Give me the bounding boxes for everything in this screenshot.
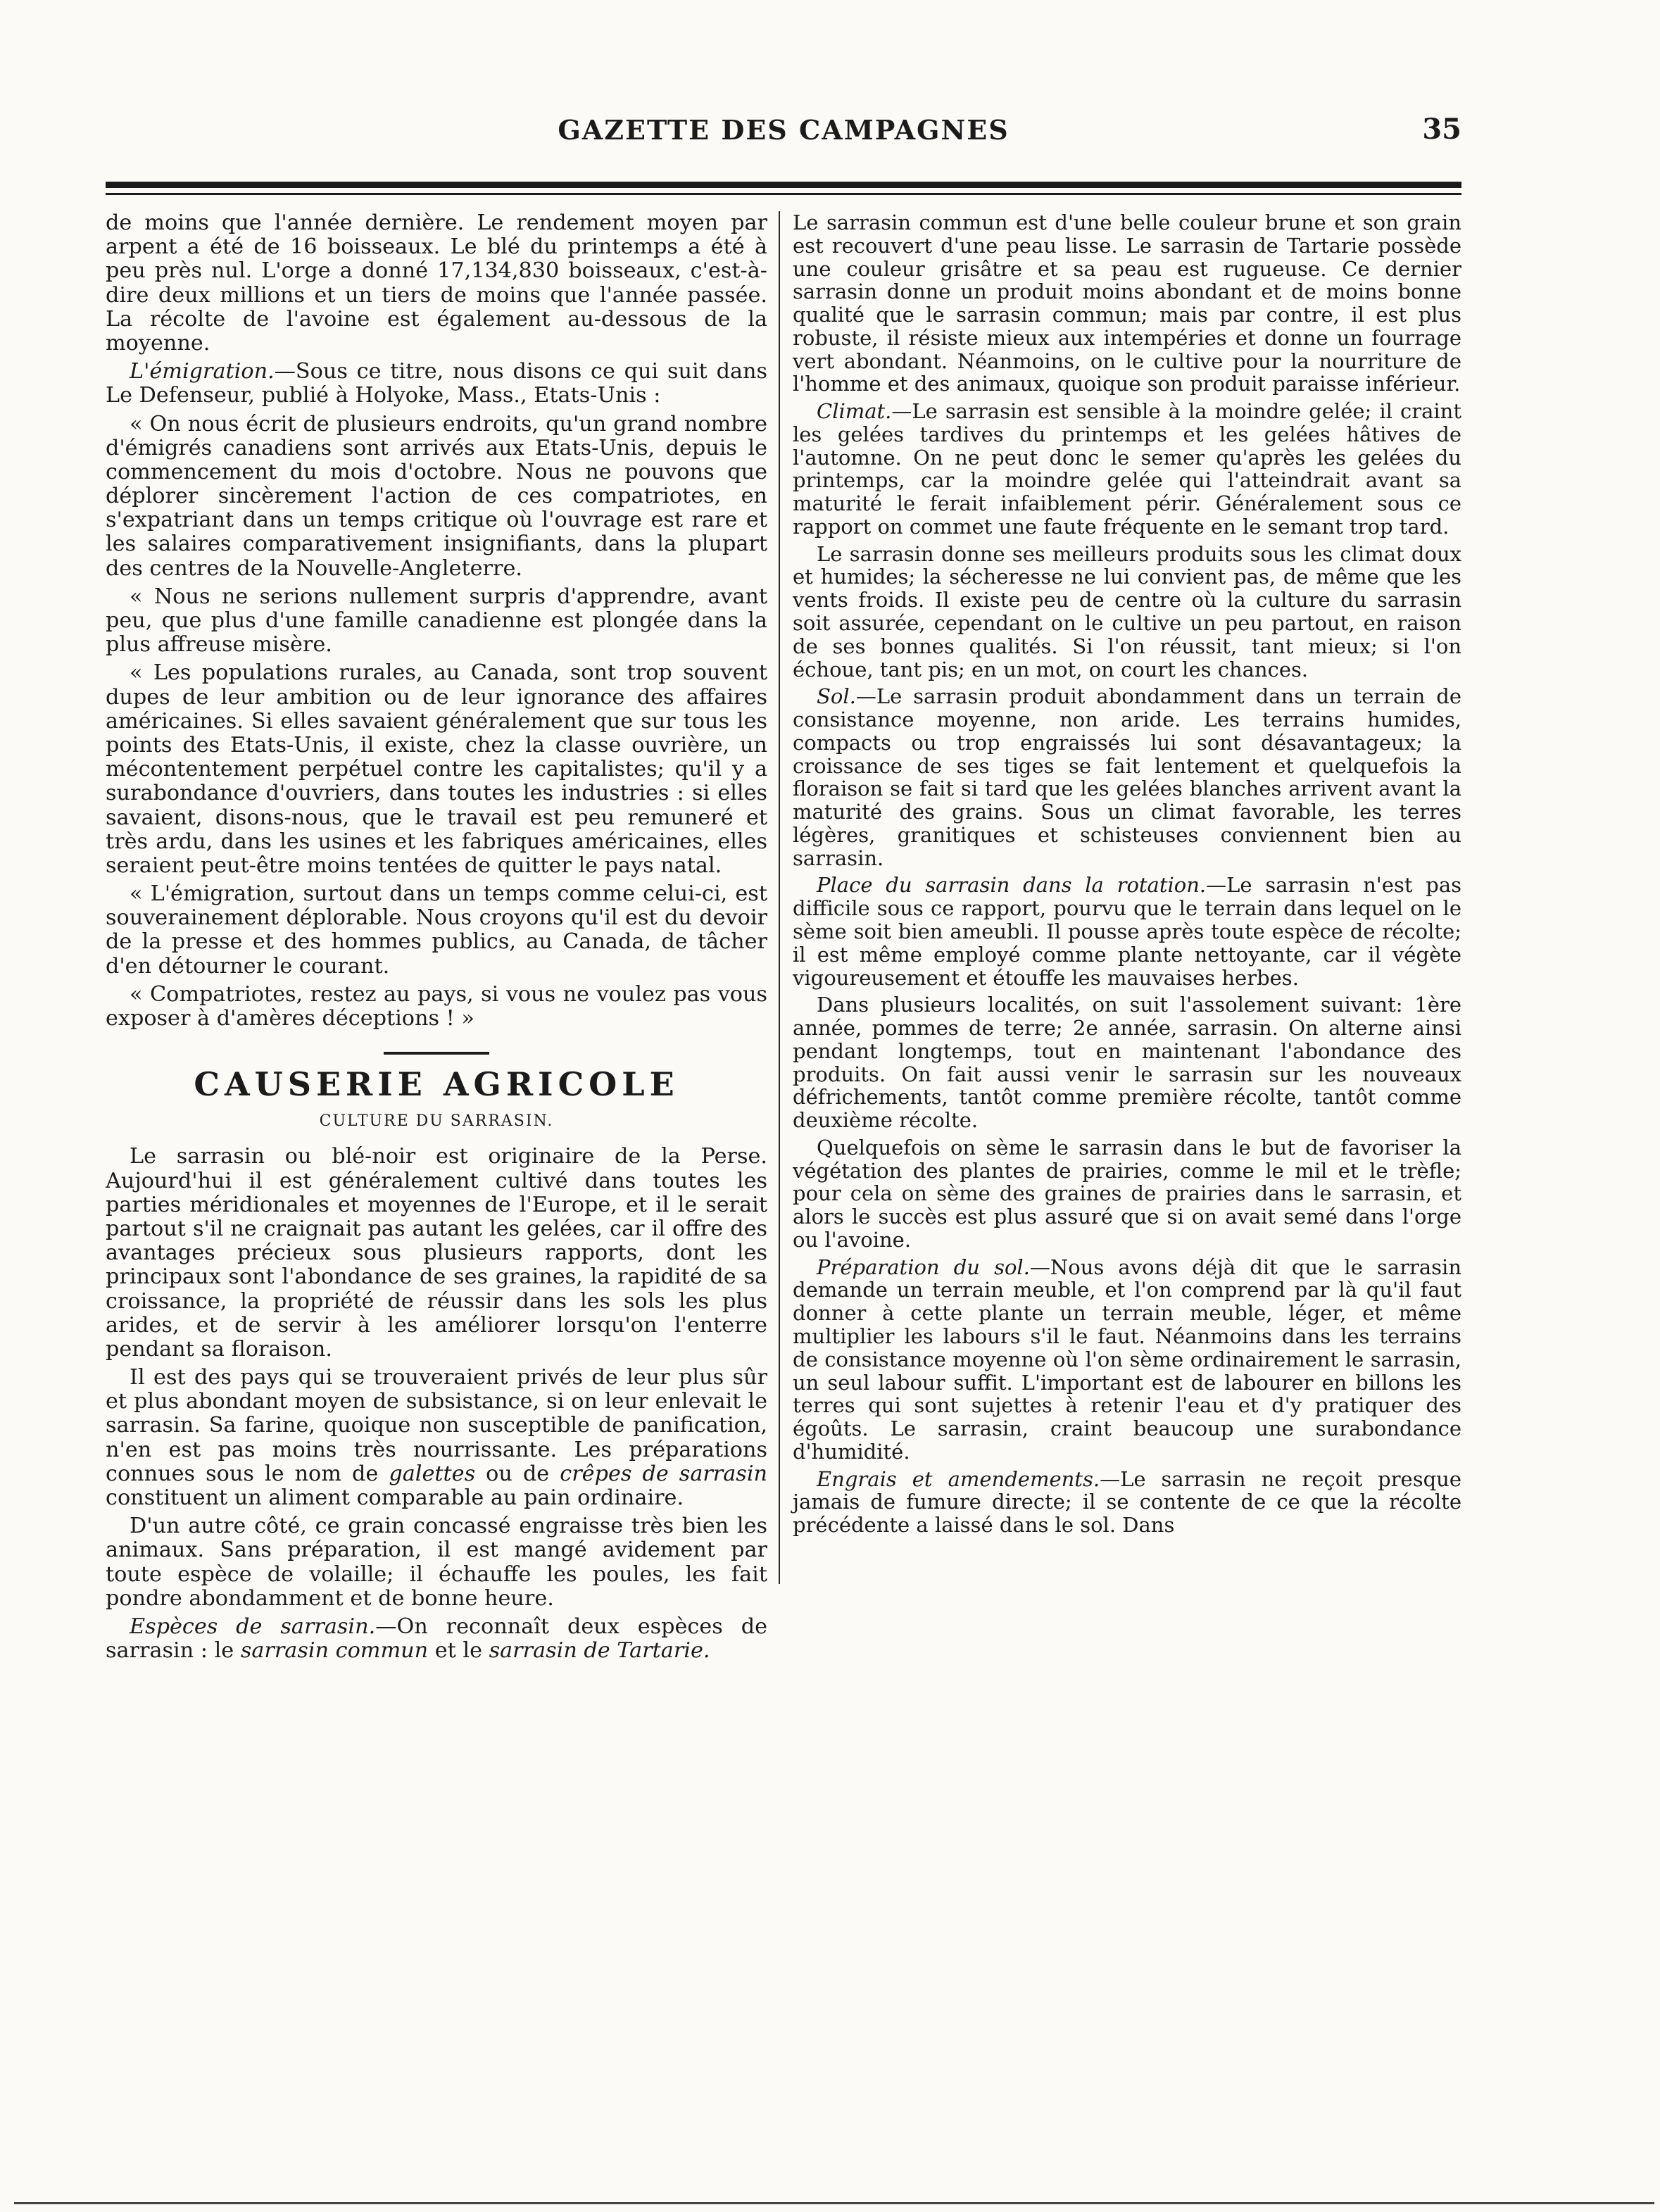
paragraph: « On nous écrit de plusieurs endroits, qu'un grand nombre d'émigrés canadiens sont arrivés aux Etats-Unis, depuis le commencement du mois d'octobre. Nous ne pouvons que déplorer sincèrement l'action de ces compatriotes, en s'expatriant dans un temps critique où l'ouvrage est rare et les salaires comparativement insignifiants, dans la plupart des centres de la Nouvelle-Angleterre. bbox=[106, 411, 767, 581]
paragraph bbox=[106, 1366, 767, 1510]
run-in-heading: Climat. bbox=[817, 399, 892, 424]
paragraph: « Les populations rurales, au Canada, sont trop souvent dupes de leur ambition ou de leur ignorance des affaires américaines. Si elles savaient généralement que sur tous les points des Etats-Unis, il existe, chez la classe ouvrière, un mécontentement perpétuel contre les capitalistes; qu'il y a surabondance d'ouvriers, dans toutes les industries : si elles savaient, disons-nous, que le travail est peu remuneré et très ardu, dans les usines et les fabriques américaines, elles seraient peut-être moins tentées de quitter le pays natal. bbox=[106, 660, 767, 878]
page-header bbox=[106, 111, 1461, 153]
paragraph-text: Il est des pays qui se trouveraient privés de leur plus sûr et plus abondant moyen de subsistance, si on leur enlevait le sarrasin. Sa farine, quoique non susceptible de panification, n'en est pas moins très nourrissante. Les préparations connues sous le nom de bbox=[106, 1365, 767, 1486]
paragraph bbox=[793, 400, 1461, 539]
paragraph: « Compatriotes, restez au pays, si vous ne voulez pas vous exposer à d'amères déceptions ! » bbox=[106, 981, 767, 1031]
paragraph-text: —Le sarrasin est sensible à la moindre gelée; il craint les gelées tardives du printemps et les gelées hâtives de l'automne. On ne peut donc le semer qu'après les gelées du printemps, car la moindre gelée qui l'atteindrait avant sa maturité le ferait infaiblement périr. Généralement sous ce rapport on commet une faute fréquente en le semant trop tard. bbox=[793, 399, 1461, 539]
paragraph: Le sarrasin commun est d'une belle couleur brune et son grain est recouvert d'une peau lisse. Le sarrasin de Tartarie possède une couleur grisâtre et sa peau est rugueuse. Ce dernier sarrasin donne un produit moins abondant et de moins bonne qualité que le sarrasin commun; mais par contre, il est plus robuste, il résiste mieux aux intempéries et donne un fourrage vert abondant. Néanmoins, on le cultive pour la nourriture de l'homme et des animaux, quoique son produit paraisse inférieur. bbox=[793, 210, 1461, 396]
italic-term: galettes bbox=[389, 1461, 476, 1486]
paragraph-text: —Le sarrasin n'est pas difficile sous ce rapport, pourvu que le terrain dans lequel on le sème soit bien ameubli. Il pousse après toute espèce de récolte; il est même employé comme plante nettoyante, car il végète vigoureusement et étouffe les mauvaises herbes. bbox=[793, 873, 1461, 990]
paragraph-text: —Le sarrasin produit abondamment dans un terrain de consistance moyenne, non aride. Les terrains humides, compacts ou trop engraissés lui sont désavantageux; la croissance de ses tiges se fait lentement et quelquefois la floraison se fait si tard que les gelées blanches arrivent avant la maturité des grains. Sous un climat favorable, les terres légères, granitiques et schisteuses conviennent bien au sarrasin. bbox=[793, 684, 1461, 870]
paragraph: « Nous ne serions nullement surpris d'apprendre, avant peu, que plus d'une famille canadienne est plongée dans la plus affreuse misère. bbox=[106, 584, 767, 658]
section-title: CAUSERIE AGRICOLE bbox=[194, 1065, 679, 1104]
paragraph-text: constituent un aliment comparable au pain ordinaire. bbox=[106, 1485, 684, 1510]
paragraph bbox=[793, 1256, 1461, 1464]
paragraph: « L'émigration, surtout dans un temps comme celui-ci, est souverainement déplorable. Nous croyons qu'il est du devoir de la presse et des hommes publics, au Canada, de tâcher d'en détourner le courant. bbox=[106, 881, 767, 979]
paragraph: Dans plusieurs localités, on suit l'assolement suivant: 1ère année, pommes de terre; 2e année, sarrasin. On alterne ainsi pendant longtemps, tout en maintenant l'abondance des produits. On fait aussi venir le sarrasin sur les nouveaux défrichements, tantôt comme première récolte, tantôt comme deuxième récolte. bbox=[793, 993, 1461, 1133]
paragraph-text: ou de bbox=[475, 1461, 560, 1486]
paragraph: Le sarrasin ou blé-noir est originaire de la Perse. Aujourd'hui il est généralement cultivé dans toutes les parties méridionales et moyennes de l'Europe, et il le serait partout s'il ne craignait pas autant les gelées, car il offre des avantages précieux sous plusieurs rapports, dont les principaux sont l'abondance de ses graines, la rapidité de sa croissance, la propriété de réussir dans les sols les plus arides, et de servir à les améliorer lorsqu'on l'enterre pendant sa floraison. bbox=[106, 1144, 767, 1362]
paragraph: Quelquefois on sème le sarrasin dans le but de favoriser la végétation des plantes de prairies, comme le mil et le trèfle; pour cela on sème des graines de prairies dans le sarrasin, et alors le succès est plus assuré que si on avait semé dans l'orge ou l'avoine. bbox=[793, 1135, 1461, 1252]
run-in-heading: L'émigration. bbox=[130, 359, 275, 384]
paragraph bbox=[793, 685, 1461, 869]
italic-term: crêpes de sarrasin bbox=[560, 1461, 767, 1486]
paragraph-text: —On reconnaît deux espèces de sarrasin : le bbox=[106, 1614, 767, 1664]
italic-term: sarrasin commun bbox=[240, 1638, 429, 1664]
paragraph bbox=[793, 1468, 1461, 1537]
paragraph: de moins que l'année dernière. Le rendement moyen par arpent a été de 16 boisseaux. Le blé du printemps a été à peu près nul. L'orge a donné 17,134,830 boisseaux, c'est-à-dire deux millions et un tiers de moins que l'année passée. La récolte de l'avoine est également au-dessous de la moyenne. bbox=[106, 210, 767, 356]
paragraph bbox=[106, 360, 767, 408]
paragraph: Le sarrasin donne ses meilleurs produits sous les climat doux et humides; la sécheresse ne lui convient pas, de même que les vents froids. Il existe peu de centre où la culture du sarrasin soit assurée, cependant on le cultive un peu partout, en raison de ses bonnes qualités. Si l'on réussit, tant mieux; si l'on échoue, tant pis; en un mot, on court les chances. bbox=[793, 541, 1461, 681]
paragraph bbox=[793, 874, 1461, 989]
page-number: 35 bbox=[1422, 113, 1461, 146]
paragraph bbox=[106, 1615, 767, 1663]
header-rule-thin bbox=[106, 193, 1461, 195]
bottom-scan-edge bbox=[14, 2202, 1654, 2204]
run-in-heading: Engrais et amendements. bbox=[817, 1466, 1100, 1491]
right-column bbox=[793, 211, 1461, 1537]
paragraph-text: et le bbox=[428, 1638, 489, 1664]
left-column bbox=[106, 211, 767, 1663]
header-rule-thick bbox=[106, 182, 1461, 188]
paragraph-text: —Le sarrasin ne reçoit presque jamais de fumure directe; il se contente de ce que la récolte précédente a laissé dans le sol. Dans bbox=[793, 1466, 1462, 1538]
paragraph-text: —Sous ce titre, nous disons ce qui suit dans Le Defenseur, publié à Holyoke, Mass., Etats-Unis : bbox=[106, 359, 767, 408]
paragraph-text: —Nous avons déjà dit que le sarrasin demande un terrain meuble, et l'on comprend par là qu'il faut donner à cette plante un terrain meuble, léger, et même multiplier les labours s'il le faut. Néanmoins dans les terrains de consistance moyenne où l'on sème ordinairement le sarrasin, un seul labour suffit. L'important est de labourer en billons les terres qui sont sujettes à retenir l'eau et d'y pratiquer des égoûts. Le sarrasin, craint beaucoup une surabondance d'humidité. bbox=[793, 1255, 1461, 1464]
paragraph: D'un autre côté, ce grain concassé engraisse très bien les animaux. Sans préparation, il est mangé avidement par toute espèce de volaille; il échauffe les poules, les fait pondre abondamment et de bonne heure. bbox=[106, 1514, 767, 1611]
run-in-heading: Espèces de sarrasin. bbox=[130, 1614, 376, 1639]
column-divider bbox=[779, 211, 780, 1584]
italic-term: sarrasin de Tartarie. bbox=[489, 1638, 710, 1664]
journal-title: GAZETTE DES CAMPAGNES bbox=[558, 114, 1010, 146]
run-in-heading: Sol. bbox=[817, 684, 856, 709]
run-in-heading: Préparation du sol. bbox=[817, 1255, 1030, 1279]
section-subtitle: CULTURE DU SARRASIN. bbox=[319, 1112, 554, 1131]
run-in-heading: Place du sarrasin dans la rotation. bbox=[817, 873, 1207, 898]
section-divider bbox=[384, 1052, 489, 1055]
